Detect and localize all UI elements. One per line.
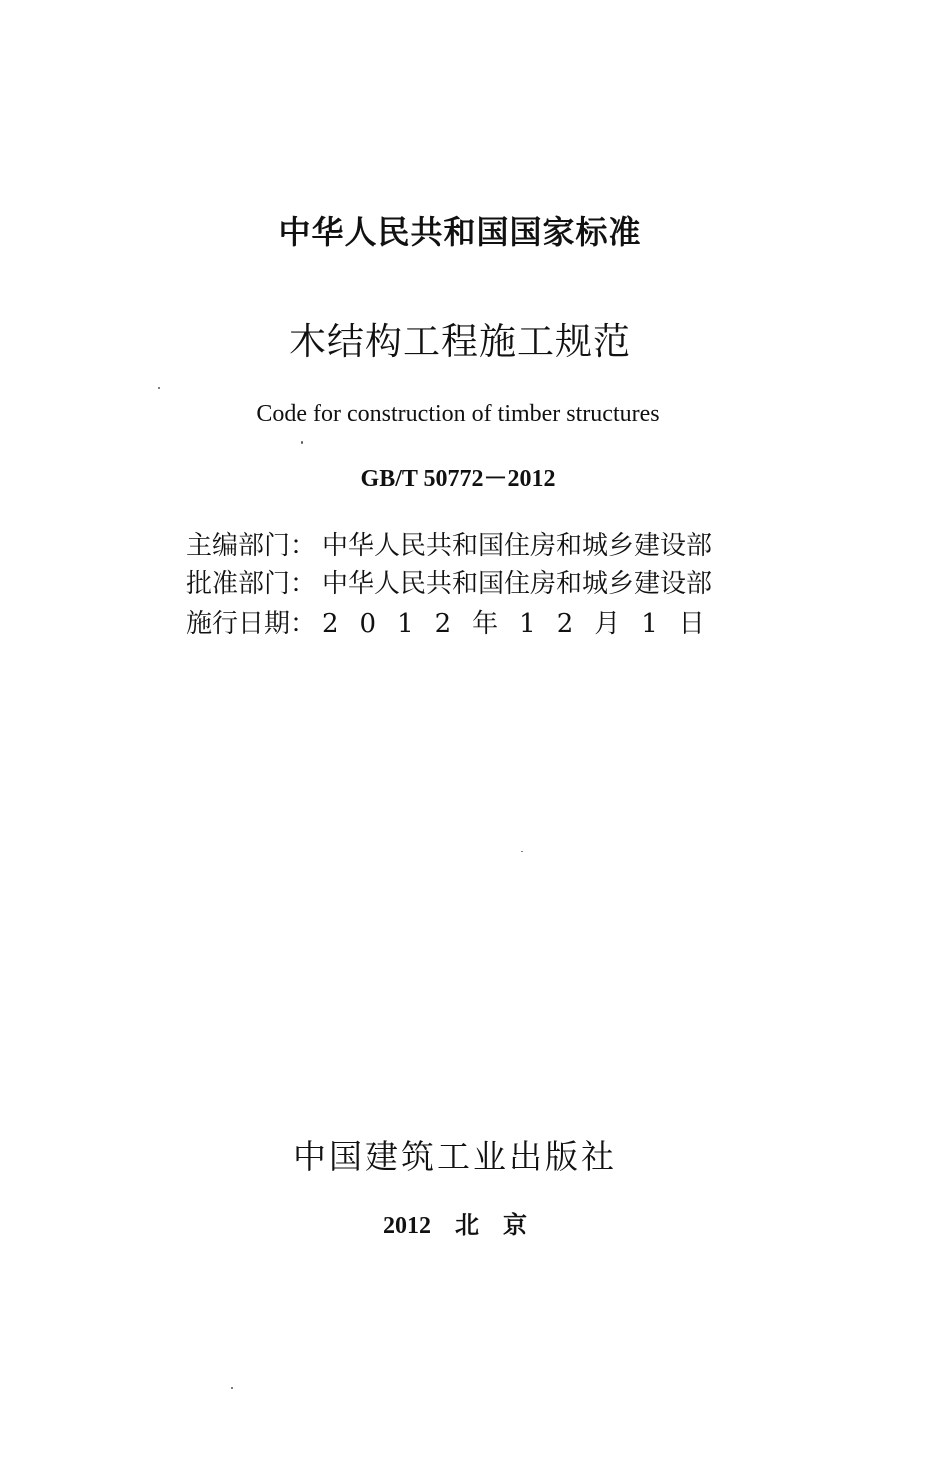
effective-date-row xyxy=(186,611,726,637)
scan-speck xyxy=(158,387,160,389)
scan-speck xyxy=(231,1387,233,1389)
editor-value: 中华人民共和国住房和城乡建设部 xyxy=(322,531,713,561)
approver-label: 批准部门： xyxy=(186,569,317,599)
publication-year-place: 2012 北 京 xyxy=(383,1213,527,1239)
effective-date-value: 2012年12月1日 xyxy=(322,609,726,639)
chinese-title: 木结构工程施工规范 xyxy=(289,320,631,363)
approver-value: 中华人民共和国住房和城乡建设部 xyxy=(322,569,713,599)
editor-label: 主编部门： xyxy=(186,531,317,561)
standard-code: GB/T 50772－2012 xyxy=(360,466,556,492)
editor-row xyxy=(186,533,712,559)
scan-speck xyxy=(521,851,523,852)
approver-row xyxy=(186,571,712,597)
publisher-name: 中国建筑工业出版社 xyxy=(293,1137,617,1176)
effective-date-label: 施行日期： xyxy=(186,609,317,639)
scan-speck xyxy=(301,441,303,444)
standard-type-header: 中华人民共和国国家标准 xyxy=(278,213,642,251)
english-title: Code for construction of timber structures xyxy=(256,401,660,427)
